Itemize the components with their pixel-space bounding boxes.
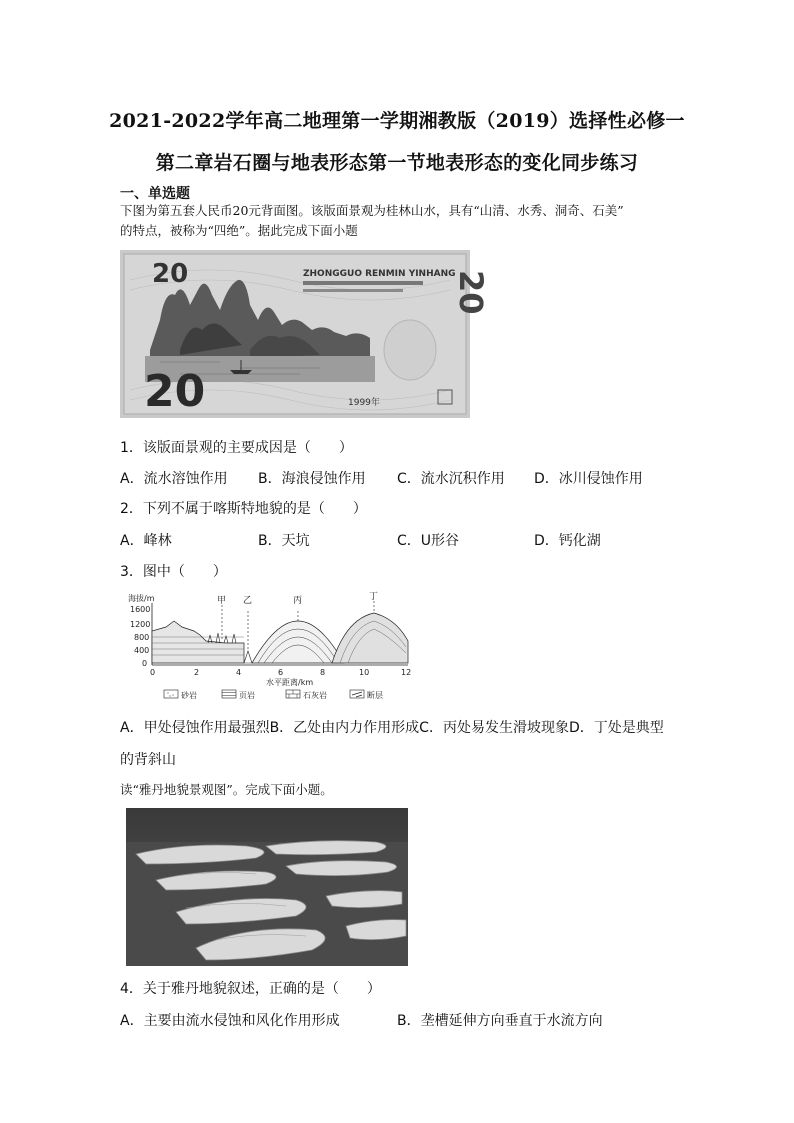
profile-place-jia: 甲: [217, 596, 227, 606]
profile-ytick-1600: 1600: [130, 605, 151, 614]
q2-option-c[interactable]: C．U形谷: [397, 533, 460, 549]
legend-sandstone: 砂岩: [181, 691, 197, 700]
banknote-denomination-bottom: 20: [144, 366, 206, 417]
q2-option-b[interactable]: B．天坑: [258, 533, 310, 549]
question-2-stem: 2．下列不属于喀斯特地貌的是（ ）: [120, 501, 367, 517]
profile-ytick-800: 800: [134, 633, 150, 642]
section-heading: 一、单选题: [120, 186, 190, 202]
q3-options: [120, 717, 680, 769]
banknote-denomination-top: 20: [152, 259, 189, 289]
profile-ytick-0: 0: [142, 659, 148, 668]
profile-xtick-2: 2: [194, 668, 200, 677]
profile-xtick-8: 8: [320, 668, 326, 677]
legend-fault: 断层: [367, 691, 383, 700]
banknote-image: [120, 250, 490, 418]
q4-option-b[interactable]: B．垄槽延伸方向垂直于水流方向: [397, 1013, 603, 1029]
intro-paragraph-2: 读“雅丹地貌景观图”。完成下面小题。: [120, 782, 333, 797]
intro-line: 的特点，被称为“四绝”。据此完成下面小题: [120, 223, 358, 238]
banknote-denomination-vertical: 20: [452, 270, 490, 315]
doc-title-line2: 第二章岩石圈与地表形态第一节地表形态的变化同步练习: [155, 152, 639, 174]
legend-shale: 页岩: [239, 691, 255, 700]
profile-ytick-400: 400: [134, 646, 150, 655]
q4-option-a[interactable]: A．主要由流水侵蚀和风化作用形成: [120, 1013, 340, 1029]
geologic-profile-figure: [126, 591, 426, 703]
q2-option-d[interactable]: D．钙化湖: [534, 533, 601, 549]
banknote-year: 1999年: [348, 398, 380, 408]
profile-place-bing: 丙: [293, 596, 303, 606]
intro-line: 下图为第五套人民币20元背面图。该版面景观为桂林山水，具有“山清、水秀、洞奇、石美”: [120, 203, 624, 218]
question-4-stem: 4．关于雅丹地貌叙述，正确的是（ ）: [120, 981, 381, 997]
q1-option-d[interactable]: D．冰川侵蚀作用: [534, 471, 643, 487]
question-3-stem: 3．图中（ ）: [120, 564, 227, 580]
yardang-photo: [126, 808, 408, 966]
legend-limestone: 石灰岩: [303, 691, 327, 700]
q3-options-line1[interactable]: A．甲处侵蚀作用最强烈B．乙处由内力作用形成C．丙处易发生滑坡现象D．丁处是典型: [120, 720, 664, 736]
q1-option-c[interactable]: C．流水沉积作用: [397, 471, 505, 487]
profile-xtick-10: 10: [359, 668, 370, 677]
q1-option-a[interactable]: A．流水溶蚀作用: [120, 471, 228, 487]
profile-ylabel: 海拔/m: [128, 594, 155, 603]
profile-xlabel: 水平距离/km: [266, 678, 314, 687]
intro-paragraph-1: [120, 201, 624, 241]
profile-ytick-1200: 1200: [130, 620, 151, 629]
q1-option-b[interactable]: B．海浪侵蚀作用: [258, 471, 366, 487]
doc-title-line1: 2021-2022学年高二地理第一学期湘教版（2019）选择性必修一: [109, 110, 685, 132]
question-1-stem: 1．该版面景观的主要成因是（ ）: [120, 440, 353, 456]
profile-xtick-0: 0: [150, 668, 156, 677]
q2-option-a[interactable]: A．峰林: [120, 533, 172, 549]
profile-xtick-12: 12: [401, 668, 412, 677]
profile-place-yi: 乙: [243, 596, 253, 606]
profile-xtick-6: 6: [278, 668, 284, 677]
profile-xtick-4: 4: [236, 668, 242, 677]
banknote-bank-name: ZHONGGUO RENMIN YINHANG: [303, 269, 456, 279]
profile-place-ding: 丁: [369, 592, 379, 602]
q3-options-line2[interactable]: 的背斜山: [120, 752, 176, 768]
